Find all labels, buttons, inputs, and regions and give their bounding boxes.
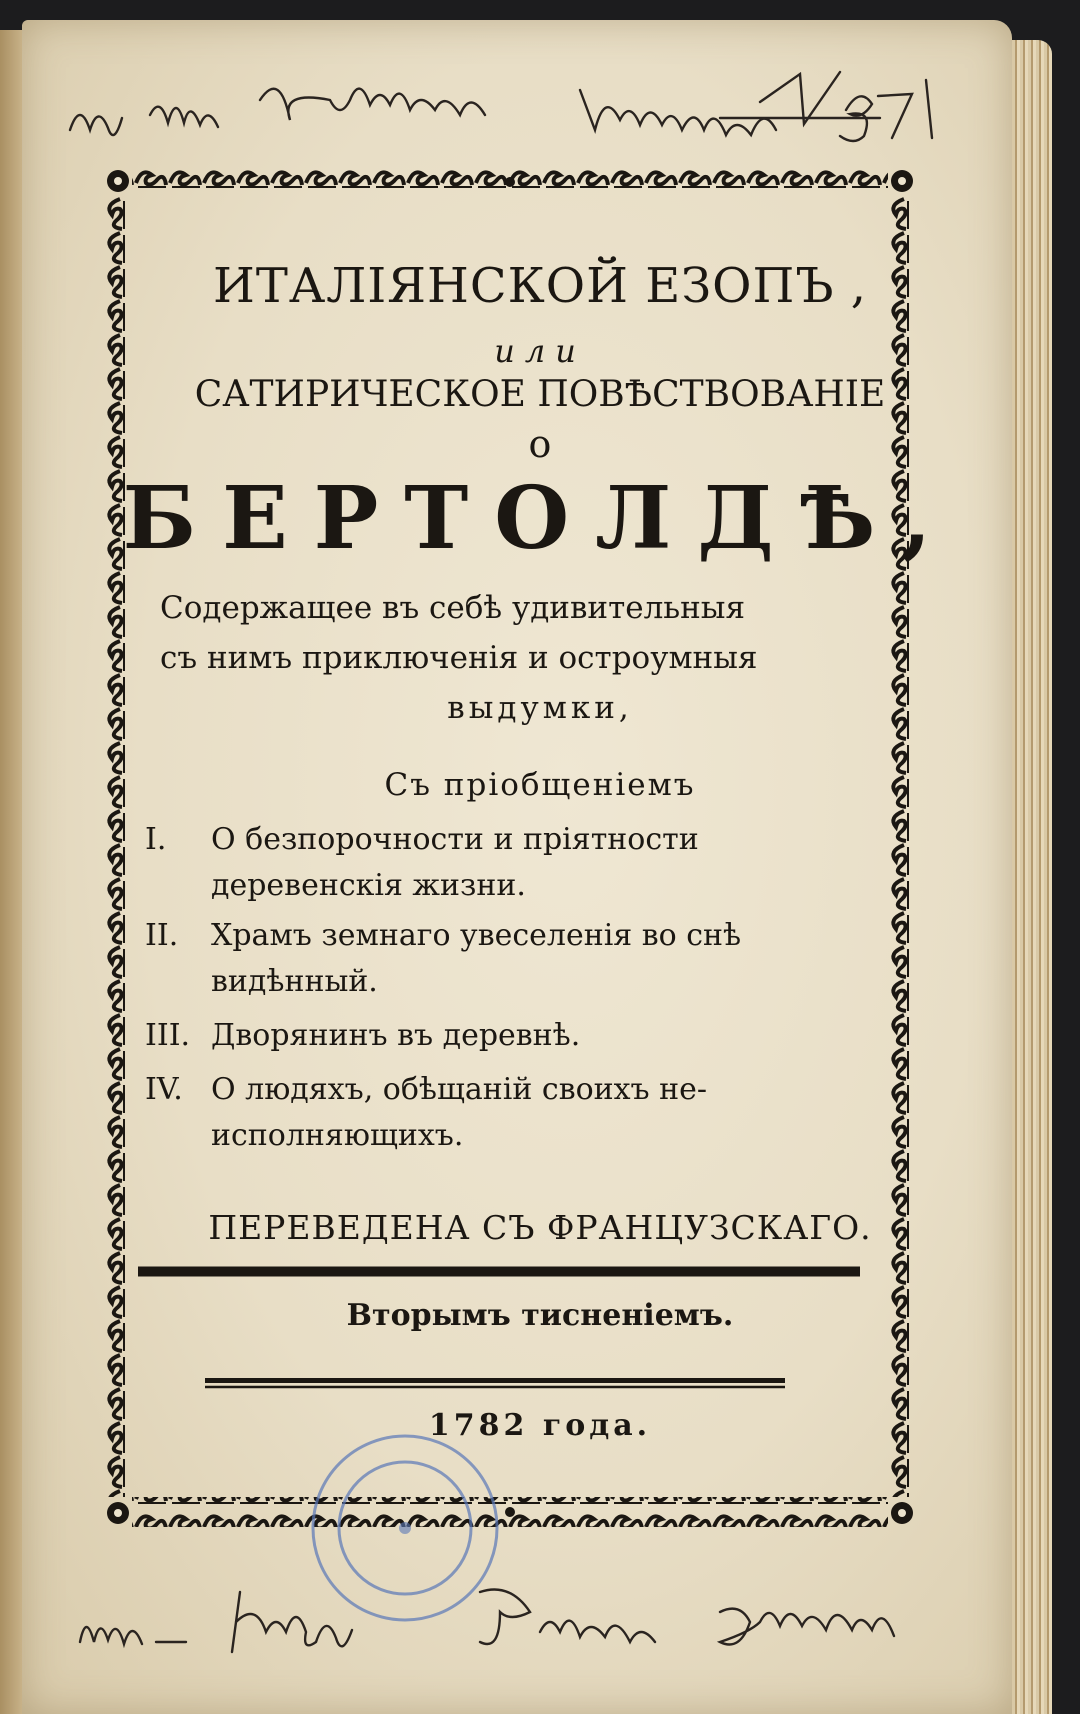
appendix-item-continuation: исполняющихъ. <box>211 1118 464 1153</box>
appendix-item <box>145 918 741 953</box>
subtitle-line-2: съ нимъ приключенія и остроумныя <box>160 640 758 676</box>
double-rule-lower <box>205 1378 785 1390</box>
subtitle-line-1: Содержащее въ себѣ удивительныя <box>160 590 746 626</box>
appendix-item-number: III. <box>145 1018 191 1053</box>
appendix-item <box>145 1018 580 1053</box>
appendix-item-continuation: деревенскія жизни. <box>211 868 526 903</box>
appendix-item <box>145 822 699 857</box>
appendix-item-number: II. <box>145 918 179 953</box>
appendix-item-number: IV. <box>145 1072 183 1107</box>
title-line-1: ИТАЛІЯНСКОЙ ЕЗОПЪ , <box>212 258 867 314</box>
subtitle-line-3: выдумки, <box>447 690 633 726</box>
appendix-item-text: О людяхъ, обѣщаній своихъ не- <box>211 1072 708 1107</box>
appendix-item-text: Дворянинъ въ деревнѣ. <box>211 1018 581 1053</box>
publication-year: 1782 года. <box>428 1408 652 1443</box>
appendix-item-continuation: видѣнный. <box>211 964 378 999</box>
appendix-item-text: Храмъ земнаго увеселенія во снѣ <box>211 918 742 953</box>
appendix-item-text: О безпорочности и пріятности <box>211 822 699 857</box>
translation-note: ПЕРЕВЕДЕНА СЪ ФРАНЦУЗСКАГО. <box>208 1208 872 1247</box>
appendix-item <box>145 1072 707 1107</box>
title-connector: или <box>494 332 586 370</box>
title-line-2: САТИРИЧЕСКОЕ ПОВѢСТВОВАНІЕ <box>194 374 886 415</box>
appendix-item-number: I. <box>145 822 167 857</box>
title-preposition: о <box>528 422 552 466</box>
edition-note: Вторымъ тисненіемъ. <box>346 1298 734 1333</box>
double-rule-upper <box>138 1266 860 1278</box>
title-line-3: БЕРТОЛДѢ, <box>122 468 958 569</box>
appendix-heading: Съ пріобщеніемъ <box>384 767 696 803</box>
